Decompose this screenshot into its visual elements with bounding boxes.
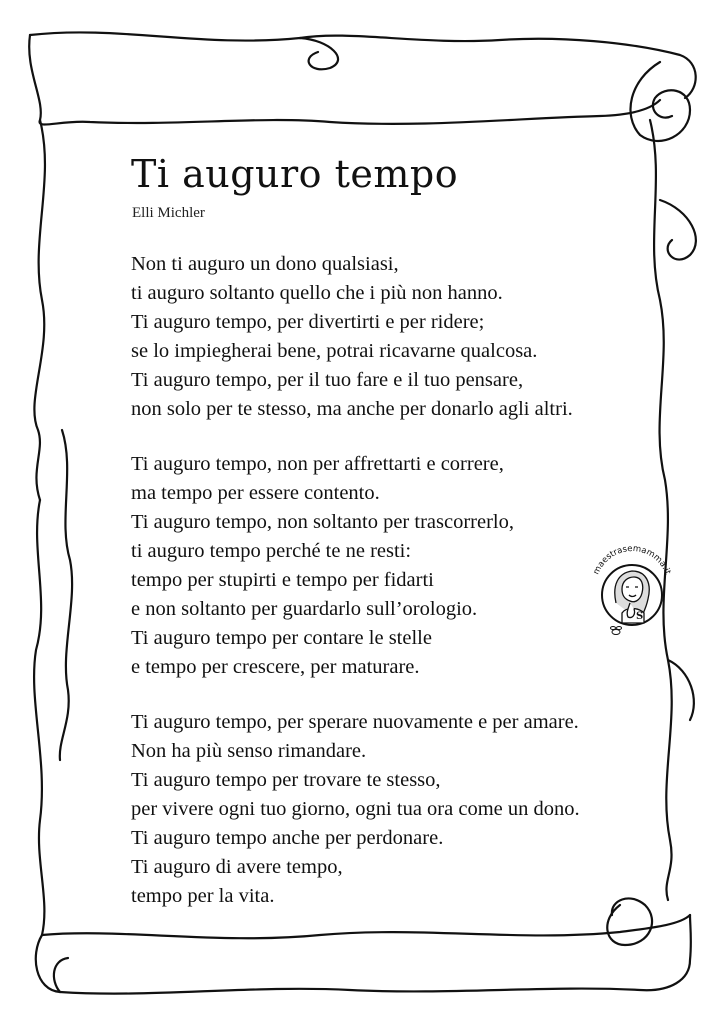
poem-line: Ti auguro tempo, non soltanto per trascorrerlo, xyxy=(131,511,514,533)
maestrasemamma-logo xyxy=(582,525,682,645)
poem-line: non solo per te stesso, ma anche per donarlo agli altri. xyxy=(131,398,573,420)
poem-line: Ti auguro tempo per contare le stelle xyxy=(131,627,432,649)
stanza-1 xyxy=(131,250,580,424)
poem-line: tempo per stupirti e tempo per fidarti xyxy=(131,569,434,591)
poem-body xyxy=(131,250,580,937)
poem-line: Ti auguro tempo, non per affrettarti e correre, xyxy=(131,453,504,475)
poem-title: Ti auguro tempo xyxy=(131,152,459,196)
poem-line: tempo per la vita. xyxy=(131,885,275,907)
poem-line: Non ti auguro un dono qualsiasi, xyxy=(131,253,399,275)
poem-line: Ti auguro tempo anche per perdonare. xyxy=(131,827,444,849)
poem-line: Ti auguro tempo, per sperare nuovamente e per amare. xyxy=(131,711,579,733)
poem-author: Elli Michler xyxy=(132,205,205,221)
poem-line: Ti auguro tempo, per divertirti e per ridere; xyxy=(131,311,485,333)
poem-line: ti auguro tempo perché te ne resti: xyxy=(131,540,412,562)
poem-line: ti auguro soltanto quello che i più non hanno. xyxy=(131,282,503,304)
poem-line: se lo impiegherai bene, potrai ricavarne qualcosa. xyxy=(131,340,538,362)
stanza-2 xyxy=(131,450,580,682)
poem-line: Ti auguro tempo per trovare te stesso, xyxy=(131,769,441,791)
poem-line: e tempo per crescere, per maturare. xyxy=(131,656,420,678)
poem-line: Non ha più senso rimandare. xyxy=(131,740,367,762)
stanza-3 xyxy=(131,708,580,911)
poem-line: Ti auguro tempo, per il tuo fare e il tuo pensare, xyxy=(131,369,524,391)
poem-line: per vivere ogni tuo giorno, ogni tua ora come un dono. xyxy=(131,798,580,820)
logo-letter: S xyxy=(636,611,644,622)
logo-site-text: maestrasemamma.it xyxy=(591,543,673,577)
poem-line: Ti auguro di avere tempo, xyxy=(131,856,343,878)
poem-line: e non soltanto per guardarlo sull’orologio. xyxy=(131,598,478,620)
bee-icon xyxy=(611,627,622,635)
poem-line: ma tempo per essere contento. xyxy=(131,482,380,504)
